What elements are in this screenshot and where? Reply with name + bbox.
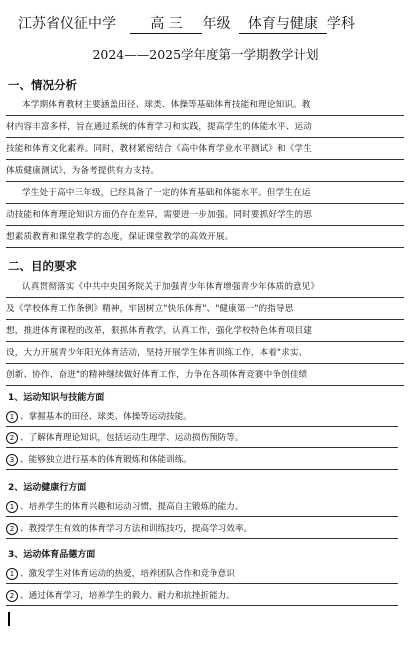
item-text: 、通过体育学习，培养学生的毅力、耐力和抗挫折能力。 — [20, 591, 235, 601]
list-item — [6, 565, 398, 584]
paragraph-line: 本学期体育教材主要涵盖田径、球类、体操等基础体育技能和理论知识。教 — [6, 94, 404, 116]
school-name: 江苏省仪征中学 — [18, 16, 116, 32]
paragraph-line: 认真贯彻落实《中共中央国务院关于加强青少年体育增强青少年体质的意见》 — [6, 276, 404, 298]
paragraph-line: 创新、协作、奋进"的精神继续做好体育工作，力争在各项体育竞赛中争创佳绩 — [6, 364, 404, 386]
paragraph-line: 设，大力开展青少年阳光体育活动，坚持开展学生体育训练工作，本着"求实、 — [6, 342, 404, 364]
circled-number: 3 — [6, 454, 18, 466]
paragraph-line: 动技能和体育理论知识方面仍存在差异，需要进一步加强。同时要抓好学生的思 — [6, 204, 404, 226]
item-text: 、培养学生的体育兴趣和运动习惯，提高自主锻炼的能力。 — [20, 502, 244, 512]
grade-suffix: 年级 — [202, 16, 231, 32]
paragraph-line: 技能和体育文化素养。同时，教材紧密结合《高中体育学业水平测试》和《学生 — [6, 138, 404, 160]
paragraph-line: 想，推进体育课程的改革，狠抓体育教学，认真工作，强化学校特色体育项目建 — [6, 320, 404, 342]
item-text: 、掌握基本的田径、球类、体操等运动技能。 — [20, 412, 192, 422]
circled-number: 2 — [6, 523, 18, 535]
paragraph-line: 及《学校体育工作条例》精神，牢固树立"快乐体育"、"健康第一"的指导思 — [6, 298, 404, 320]
grade-field: 高 三 — [130, 13, 202, 34]
item-text: 、了解体育理论知识，包括运动生理学、运动损伤预防等。 — [20, 433, 244, 443]
circled-number: 2 — [6, 432, 18, 444]
subject-field: 体育与健康 — [239, 13, 327, 34]
item-text: 、能够独立进行基本的体育锻炼和体能训练。 — [20, 455, 192, 465]
section2-heading: 二、目的要求 — [8, 259, 77, 273]
list-item — [6, 498, 398, 517]
section2-body — [6, 276, 404, 386]
plan-title: 2024——2025学年度第一学期教学计划 — [92, 47, 319, 62]
subject-suffix: 学科 — [326, 16, 355, 32]
circled-number: 1 — [6, 411, 18, 423]
circled-number: 2 — [6, 590, 18, 602]
paragraph-line: 材内容丰富多样，旨在通过系统的体育学习和实践，提高学生的体能水平、运动 — [6, 116, 404, 138]
section1-heading: 一、情况分析 — [8, 78, 77, 92]
document-header — [18, 13, 355, 34]
sub1-heading: 1、运动知识与技能方面 — [8, 393, 105, 403]
paragraph-line: 体质健康测试》，为备考提供有力支持。 — [6, 160, 404, 182]
section1-body — [6, 94, 404, 248]
paragraph-line: 想素质教育和课堂教学的态度，保证课堂教学的高效开展。 — [6, 226, 404, 248]
sub3-heading: 3、运动体育品德方面 — [8, 550, 96, 560]
sub2-heading: 2、运动健康行方面 — [8, 483, 87, 493]
list-item — [6, 451, 398, 470]
circled-number: 1 — [6, 568, 18, 580]
list-item — [6, 429, 398, 448]
circled-number: 1 — [6, 501, 18, 513]
list-item — [6, 587, 398, 606]
list-item — [6, 520, 398, 539]
paragraph-line: 学生处于高中三年级，已经具备了一定的体育基础和体能水平。但学生在运 — [6, 182, 404, 204]
text-cursor[interactable] — [8, 612, 10, 626]
list-item — [6, 408, 398, 427]
item-text: 、教授学生有效的体育学习方法和训练技巧，提高学习效率。 — [20, 524, 253, 534]
item-text: 、激发学生对体育运动的热爱，培养团队合作和竞争意识 — [20, 569, 235, 579]
